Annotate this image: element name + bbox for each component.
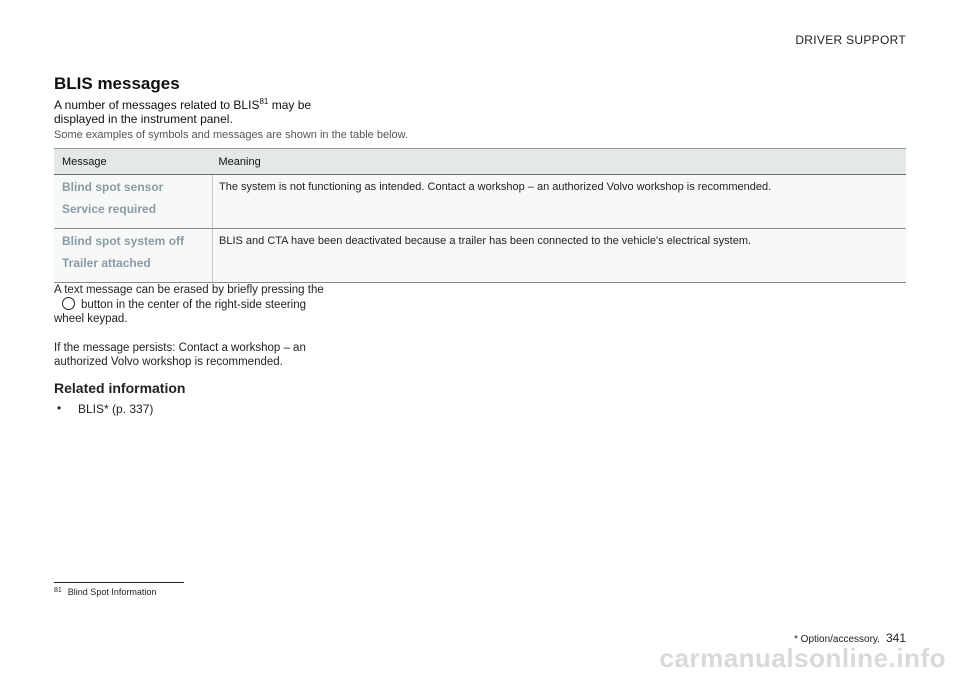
meaning-cell: The system is not functioning as intended. Contact a workshop – an authorized Volvo workshop is recommended.: [213, 175, 907, 229]
footnote-ref[interactable]: 81: [259, 97, 269, 106]
table-intro: Some examples of symbols and messages are shown in the table below.: [54, 129, 409, 141]
related-link-blis[interactable]: [54, 402, 153, 416]
message-line: Blind spot system off: [62, 234, 185, 248]
related-link-label[interactable]: BLIS* (p. 337): [78, 402, 154, 416]
message-line: Blind spot sensor: [62, 180, 164, 194]
bullet: •: [57, 401, 62, 415]
related-info-list: [54, 402, 153, 416]
message-line: Trailer attached: [62, 256, 151, 270]
table-row: [54, 175, 906, 229]
footnote: [54, 587, 156, 597]
message-cell: [54, 229, 213, 283]
header-message: Message: [54, 149, 213, 175]
erase-text-before: A text message can be erased by briefly pressing the: [54, 284, 324, 296]
related-info-heading: Related information: [54, 380, 186, 396]
table-header-row: [54, 149, 906, 175]
header-meaning: Meaning: [213, 149, 907, 175]
intro-paragraph: [54, 98, 324, 126]
page-title: BLIS messages: [54, 74, 180, 93]
message-cell: [54, 175, 213, 229]
intro-text-before: A number of messages related to BLIS: [54, 98, 260, 112]
footnote-text: Blind Spot Information: [67, 587, 157, 597]
erase-text-after: button in the center of the right-side steering wheel keypad.: [54, 299, 307, 325]
section-header: DRIVER SUPPORT: [795, 33, 906, 47]
meaning-cell: BLIS and CTA have been deactivated because a trailer has been connected to the vehicle's electrical system.: [213, 229, 907, 283]
footer-note: * Option/accessory.: [794, 634, 880, 645]
page-number: 341: [885, 631, 906, 645]
message-line: Service required: [62, 202, 157, 216]
erase-message-paragraph: [54, 283, 326, 326]
watermark-logo: carmanualsonline.info: [659, 643, 946, 673]
messages-table: [54, 148, 906, 283]
table-row: [54, 229, 906, 283]
persist-message-paragraph: If the message persists: Contact a workshop – an authorized Volvo workshop is recommended.: [54, 342, 306, 368]
footnote-number: 81: [54, 587, 62, 594]
footnote-divider: [54, 582, 184, 583]
circle-button-icon: [62, 297, 75, 310]
intro-text-after: may be displayed in the instrument panel.: [54, 98, 312, 126]
